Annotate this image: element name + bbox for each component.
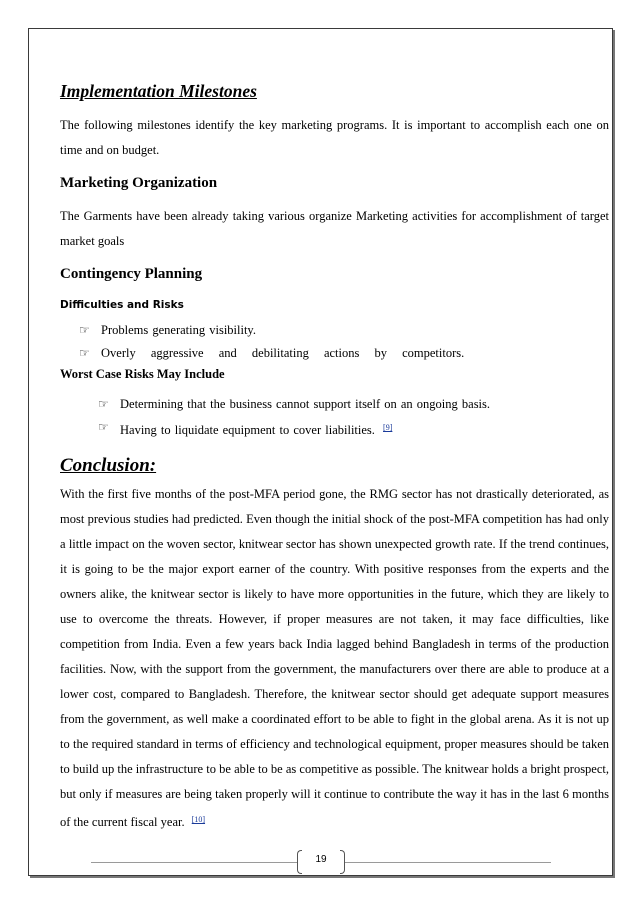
page-number-box [297, 848, 345, 874]
difficulties-list [79, 319, 609, 365]
milestones-heading: Implementation Milestones [60, 81, 257, 101]
list-item: ☞ Determining that the business cannot support itself on an ongoing basis. [98, 393, 609, 416]
contingency-planning-heading: Contingency Planning [60, 266, 203, 282]
worst-case-heading: Worst Case Risks May Include [60, 367, 225, 381]
footer-rule-right [345, 862, 551, 863]
pointing-hand-icon: ☞ [98, 397, 109, 411]
bracket-left-icon [297, 850, 302, 874]
list-item: ☞ Problems generating visibility. [79, 319, 609, 342]
worst-case-list [98, 393, 609, 442]
marketing-organization-heading: Marketing Organization [60, 175, 218, 191]
milestones-paragraph: The following milestones identify the key marketing programs. It is important to accomplish each one on time and on budget. [60, 118, 609, 157]
list-item: ☞ Overly aggressive and debilitating actions by competitors. [79, 342, 609, 365]
page-footer [29, 847, 612, 877]
marketing-organization-paragraph: The Garments have been already taking various organize Marketing activities for accomplishment of target market goals [60, 209, 609, 248]
reference-link-9[interactable]: [9] [383, 423, 393, 432]
difficulties-heading: Difficulties and Risks [60, 299, 184, 311]
pointing-hand-icon: ☞ [79, 346, 90, 360]
list-item: ☞ Having to liquidate equipment to cover liabilities. [9] [98, 416, 609, 442]
document-page [28, 28, 613, 876]
footer-rule-left [91, 862, 298, 863]
page-number: 19 [315, 854, 327, 865]
conclusion-heading: Conclusion: [60, 455, 157, 476]
pointing-hand-icon: ☞ [98, 420, 109, 434]
pointing-hand-icon: ☞ [79, 323, 90, 337]
reference-link-10[interactable]: [10] [191, 815, 206, 824]
conclusion-paragraph: With the first five months of the post-MFA period gone, the RMG sector has not drastically deteriorated, as most previous studies had predicted. Even though the initial shock of the post-MFA competition has had only a little impact on the woven sector, knitwear sector has shown unexpected growth rate. If the trend continues, it is going to be the major export earner of the country. With positive responses from the experts and the owners alike, the knitwear sector is likely to have more opportunities in the future, which they are likely to use to overcome the threats. However, if proper measures are not taken, it may face difficulties, like competition from India. Even a few years back India lagged behind Bangladesh in terms of the production facilities. Now, with the support from the government, the manufacturers over there are able to produce at a lower cost, compared to Bangladesh. Therefore, the knitwear sector should get adequate support measures from the government, as well make a coordinated effort to be able to fight in the global arena. As it is not up to the required standard in terms of efficiency and technological equipment, proper measures should be taken to build up the infrastructure to be able to be as competitive as possible. The knitwear holds a bright prospect, but only if measures are being taken properly will it continue to contribute the way it has in the last 6 months of the current fiscal year. [10] [60, 487, 609, 829]
page-content [60, 81, 609, 835]
